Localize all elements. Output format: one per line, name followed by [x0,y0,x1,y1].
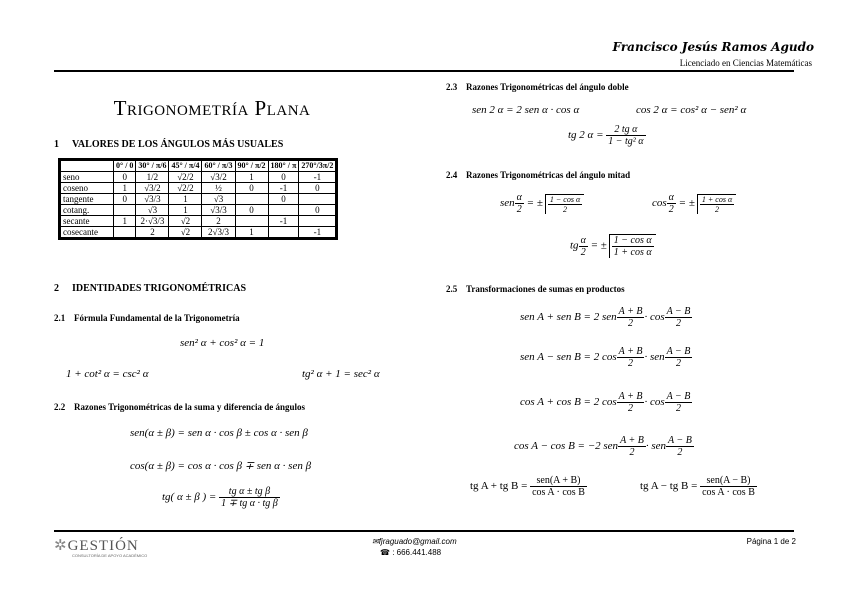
mail-icon: ✉ [372,537,379,546]
table-cell: 1 [235,172,268,183]
table-cell: tangente [61,194,114,205]
formula-fundamental: sen² α + cos² α = 1 [180,337,265,349]
section-title: IDENTIDADES TRIGONOMÉTRICAS [72,283,247,294]
denominator: 2 [629,447,635,458]
formula-left: tg A − tg B = [640,480,698,493]
table-cell: 1 [169,205,202,216]
table-cell: 2 [202,216,235,227]
formula-tan-diff-prod [640,475,757,498]
author-name: Francisco Jesús Ramos Agudo [612,40,814,54]
numerator: 1 − cos α [613,235,652,246]
table-row [61,227,336,238]
fraction [700,475,757,498]
logo-text: GESTIÓN [67,538,139,554]
section-title: VALORES DE LOS ÁNGULOS MÁS USUALES [72,139,284,150]
formula-left: sen A − sen B = 2 cos [520,351,617,364]
formula-left: tg( α ± β ) = [162,491,217,504]
fraction [515,192,524,215]
formula-left: tg [570,239,579,252]
table-cell: coseno [61,183,114,194]
fraction [666,435,694,458]
table-cell: 0 [268,194,299,205]
table-cell: 1 [169,194,202,205]
table-cell: √2/2 [169,183,202,194]
table-cell: √2 [169,227,202,238]
denominator: 2 [580,246,586,258]
table-header-cell: 180° / π [268,161,299,172]
numerator: α [668,192,674,203]
table-cell: 0 [299,205,336,216]
numerator: A + B [618,306,643,317]
table-row [61,216,336,227]
formula-sin-sum: sen(α ± β) = sen α · cos β ± cos α · sen β [130,427,308,439]
numerator: A − B [666,306,691,317]
numerator: sen(A + B) [530,475,587,487]
subsection-2-2-heading [54,402,305,412]
formula-middle: · cos [644,311,665,324]
table-row [61,183,336,194]
fraction [606,124,645,147]
table-header-cell: 45° / π/4 [169,161,202,172]
subsection-number: 2.2 [54,402,66,412]
fraction [530,475,587,498]
table-cell: 2 [136,227,169,238]
table-cell [268,227,299,238]
table-cell: √2 [169,216,202,227]
table-header-cell: 0° / 0 [114,161,136,172]
subsection-number: 2.1 [54,313,66,323]
table-cell [235,194,268,205]
formula-sin-half: sen $\frac{\alpha}{2}$ = ± $\frac{\text{1 − cos α}}{2}$ [500,192,584,215]
formula-cos-double: cos 2 α = cos² α − sen² α [636,104,747,116]
numerator: 1 + cos α [701,194,733,204]
subsection-number: 2.5 [446,284,458,294]
table-cell: 1 [235,227,268,238]
formula-left: sen [500,197,515,210]
table-cell: 1/2 [136,172,169,183]
fraction [617,391,645,414]
numerator: A − B [666,346,691,357]
formula-left: cos [652,197,667,210]
numerator: A + B [618,391,643,402]
denominator: 1 ∓ tg α · tg β [221,498,278,509]
numerator: α [516,192,522,203]
formula-middle: · cos [644,396,665,409]
fraction [612,235,654,258]
table-cell [299,194,336,205]
formula-tg-sec: tg² α + 1 = sec² α [302,368,380,380]
table-cell: seno [61,172,114,183]
footer-email[interactable] [372,537,457,546]
table-cell [114,205,136,216]
denominator: 2 [715,204,720,214]
subsection-2-3-heading [446,82,629,92]
formula-middle: · sen [644,351,665,364]
denominator: 2 [668,204,674,215]
fraction [617,306,645,329]
table-cell: -1 [268,183,299,194]
formula-left: tg A + tg B = [470,480,528,493]
table-cell: 1 [114,183,136,194]
fraction [219,486,280,509]
table-cell: 0 [299,183,336,194]
header-rule [54,70,794,72]
numerator: 2 tg α [606,124,645,136]
table-cell: -1 [268,216,299,227]
section-1-heading [54,139,283,150]
subsection-title: Razones Trigonométricas del ángulo mitad [466,170,631,180]
table-cell [235,216,268,227]
email-text: fjraguado@gmail.com [378,537,457,546]
denominator: 2 [516,204,522,215]
table-cell: 0 [235,183,268,194]
table-cell: 0 [235,205,268,216]
numerator: 1 − cos α [549,194,581,204]
table-cell: √3/2 [202,172,235,183]
numerator: A + B [620,435,644,446]
formula-tan-sum [162,486,280,509]
fraction [617,346,645,369]
subsection-title: Razones Trigonométricas de la suma y diferencia de ángulos [74,402,305,412]
formula-left: cos A + cos B = 2 cos [520,396,617,409]
formula-sum-sin [520,306,692,329]
page-title: Trigonometría Plana [113,96,311,120]
table-cell: √3 [136,205,169,216]
table-cell: -1 [299,227,336,238]
subsection-2-1-heading [54,313,240,323]
square-root [697,194,736,214]
formula-left: sen A + sen B = 2 sen [520,311,617,324]
formula-cos-half: cos $\frac{\alpha}{2}$ = ± $\frac{\text{1 + cos α}}{2}$ [652,192,736,215]
formula-sum-cos [520,391,692,414]
table-cell: secante [61,216,114,227]
denominator: 2 [628,358,634,369]
table-row [61,205,336,216]
subsection-title: Fórmula Fundamental de la Trigonometría [74,313,240,323]
values-table [60,160,336,238]
numerator: sen(A − B) [700,475,757,487]
denominator: cos A · cos B [532,487,585,498]
formula-tan-half: tg $\frac{\alpha}{2}$ = ± $\frac{\text{1 − cos α}}{\text{1 + cos α}}$ [570,234,656,258]
table-cell: cosecante [61,227,114,238]
formula-middle: · sen [645,440,667,453]
fraction [700,195,734,214]
fraction [548,195,582,214]
numerator: A + B [618,346,643,357]
author-degree: Licenciado en Ciencias Matemáticas [679,58,812,68]
formula-cot-csc: 1 + cot² α = csc² α [66,368,149,380]
section-number: 1 [54,139,59,150]
square-root [609,234,656,258]
denominator: 2 [628,403,634,414]
table-cell: √3 [202,194,235,205]
denominator: 1 − tg² α [608,136,644,147]
subsection-number: 2.4 [446,170,458,180]
denominator: 2 [676,318,681,329]
formula-cos-sum: cos(α ± β) = cos α · cos β ∓ sen α · sen β [130,460,312,472]
table-cell: 1 [114,216,136,227]
table-header-cell: 60° / π/3 [202,161,235,172]
table-header-cell: 30° / π/6 [136,161,169,172]
numerator: α [580,234,586,246]
logo-icon: ✲ [54,538,68,554]
table-row [61,172,336,183]
table-header-cell: 90° / π/2 [235,161,268,172]
table-cell: 2·√3/3 [136,216,169,227]
fraction [667,192,676,215]
denominator: 2 [628,318,634,329]
section-number: 2 [54,283,59,294]
formula-tan-sum-prod [470,475,587,498]
denominator: cos A · cos B [702,487,755,498]
fraction [665,346,693,369]
denominator: 2 [563,204,568,214]
table-header-cell: 270°/3π/2 [299,161,336,172]
formula-left: cos A − cos B = −2 sen [514,440,619,453]
table-cell: cotang. [61,205,114,216]
table-cell: √3/2 [136,183,169,194]
table-header-cell [61,161,114,172]
table-cell [268,205,299,216]
denominator: 2 [676,358,681,369]
subsection-title: Transformaciones de sumas en productos [466,284,625,294]
table-cell: 0 [268,172,299,183]
numerator: A − B [666,391,691,402]
table-row [61,194,336,205]
table-cell: 0 [114,172,136,183]
fraction [579,235,588,258]
table-cell: √2/2 [169,172,202,183]
footer-phone: ☎ : 666.441.488 [380,548,442,557]
page-number: Página 1 de 2 [746,537,796,546]
footer-rule [54,530,794,532]
formula-left: tg 2 α = [568,129,604,142]
subsection-title: Razones Trigonométricas del ángulo doble [466,82,629,92]
table-cell: 2√3/3 [202,227,235,238]
formula-diff-sin [520,346,692,369]
section-2-heading [54,283,246,294]
subsection-2-5-heading [446,284,625,294]
denominator: 1 + cos α [613,247,652,258]
subsection-number: 2.3 [446,82,458,92]
denominator: 2 [677,447,683,458]
table-cell [114,227,136,238]
table-header-row [61,161,336,172]
fraction [665,306,693,329]
table-cell [299,216,336,227]
numerator: A − B [668,435,692,446]
table-cell: √3/3 [136,194,169,205]
square-root [545,194,584,214]
subsection-2-4-heading [446,170,630,180]
table-cell: √3/3 [202,205,235,216]
formula-sin-double: sen 2 α = 2 sen α · cos α [472,104,580,116]
table-cell: ½ [202,183,235,194]
footer-logo-subtitle: CONSULTORÍA DE APOYO ACADÉMICO [72,553,148,558]
formula-diff-cos [514,435,694,458]
table-cell: -1 [299,172,336,183]
fraction [665,391,693,414]
table-cell: 0 [114,194,136,205]
fraction [618,435,646,458]
denominator: 2 [676,403,681,414]
numerator: tg α ± tg β [219,486,280,498]
formula-tan-double [568,124,646,147]
